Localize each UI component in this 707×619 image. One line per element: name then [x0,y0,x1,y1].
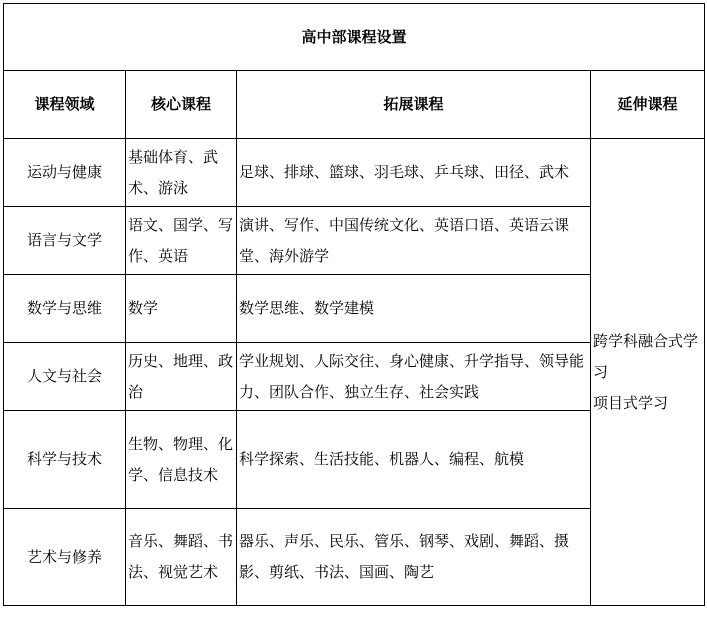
core-courses-cell: 音乐、舞蹈、书法、视觉艺术 [126,509,237,606]
domain-cell: 语言与文学 [4,207,126,275]
expanded-courses-cell: 科学探索、生活技能、机器人、编程、航模 [237,411,591,509]
domain-cell: 数学与思维 [4,275,126,343]
extension-courses-cell [591,139,705,606]
core-courses-cell: 历史、地理、政治 [126,343,237,411]
extension-line: 项目式学习 [593,393,669,412]
domain-cell: 科学与技术 [4,411,126,509]
table-title: 高中部课程设置 [4,4,705,71]
core-courses-cell: 基础体育、武术、游泳 [126,139,237,207]
core-courses-cell: 语文、国学、写作、英语 [126,207,237,275]
expanded-courses-cell: 器乐、声乐、民乐、管乐、钢琴、戏剧、舞蹈、摄影、剪纸、书法、国画、陶艺 [237,509,591,606]
domain-cell: 艺术与修养 [4,509,126,606]
expanded-courses-cell: 演讲、写作、中国传统文化、英语口语、英语云课堂、海外游学 [237,207,591,275]
expanded-courses-cell: 学业规划、人际交往、身心健康、升学指导、领导能力、团队合作、独立生存、社会实践 [237,343,591,411]
core-courses-cell: 生物、物理、化学、信息技术 [126,411,237,509]
domain-cell: 人文与社会 [4,343,126,411]
extension-line: 跨学科融合式学习 [593,331,699,381]
header-core: 核心课程 [126,71,237,139]
expanded-courses-cell: 数学思维、数学建模 [237,275,591,343]
header-expanded: 拓展课程 [237,71,591,139]
curriculum-document [3,3,705,606]
header-domain: 课程领域 [4,71,126,139]
expanded-courses-cell: 足球、排球、篮球、羽毛球、乒乓球、田径、武术 [237,139,591,207]
header-extension: 延伸课程 [591,71,705,139]
curriculum-table [3,3,705,606]
table-row [4,139,705,207]
domain-cell: 运动与健康 [4,139,126,207]
core-courses-cell: 数学 [126,275,237,343]
